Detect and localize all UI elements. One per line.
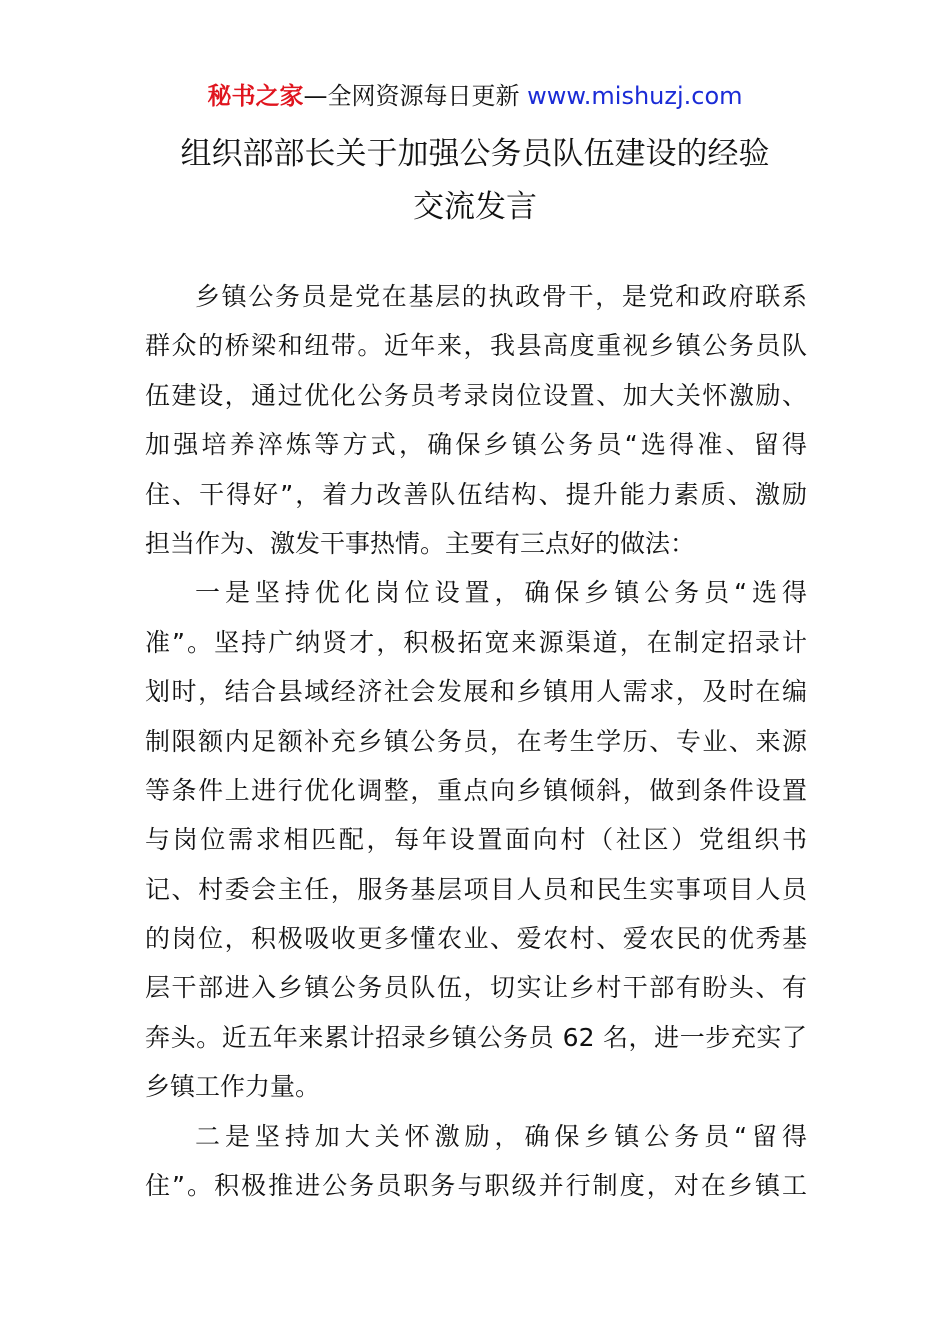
body-line: 伍建设，通过优化公务员考录岗位设置、加大关怀激励、 [145,380,807,410]
site-url[interactable]: www.mishuzj.com [527,82,743,110]
site-tagline: —全网资源每日更新 [303,82,528,110]
body-line: 奔头。近五年来累计招录乡镇公务员 62 名，进一步充实了 [145,1022,807,1052]
body-line: 加强培养淬炼等方式，确保乡镇公务员“选得准、留得 [145,430,807,460]
body-line: 住、干得好”，着力改善队伍结构、提升能力素质、激励 [145,479,807,509]
body-line: 群众的桥梁和纽带。近年来，我县高度重视乡镇公务员队 [145,331,807,361]
body-line: 担当作为、激发干事热情。主要有三点好的做法： [145,528,696,558]
body-line: 记、村委会主任，服务基层项目人员和民生实事项目人员 [145,874,807,904]
body-line: 一是坚持优化岗位设置，确保乡镇公务员“选得 [195,578,807,608]
body-line: 二是坚持加大关怀激励，确保乡镇公务员“留得 [195,1121,807,1151]
body-line: 乡镇公务员是党在基层的执政骨干，是党和政府联系 [195,282,807,311]
body-line: 层干部进入乡镇公务员队伍，切实让乡村干部有盼头、有 [145,973,807,1003]
document-title [0,128,950,234]
body-line: 乡镇工作力量。 [145,1072,321,1102]
body-line: 住”。积极推进公务员职务与职级并行制度，对在乡镇工 [145,1171,807,1201]
title-line: 组织部部长关于加强公务员队伍建设的经验 [180,136,770,172]
site-brand: 秘书之家 [207,82,304,110]
document-body [145,272,807,1210]
site-header [0,80,950,112]
body-line: 准”。坚持广纳贤才，积极拓宽来源渠道，在制定招录计 [145,627,807,657]
body-line: 的岗位，积极吸收更多懂农业、爱农村、爱农民的优秀基 [145,924,807,954]
body-line: 与岗位需求相匹配，每年设置面向村（社区）党组织书 [145,825,807,855]
body-line: 划时，结合县域经济社会发展和乡镇用人需求，及时在编 [145,677,807,707]
body-line: 等条件上进行优化调整，重点向乡镇倾斜，做到条件设置 [145,775,807,805]
title-line: 交流发言 [413,189,537,225]
body-line: 制限额内足额补充乡镇公务员，在考生学历、专业、来源 [145,726,807,756]
